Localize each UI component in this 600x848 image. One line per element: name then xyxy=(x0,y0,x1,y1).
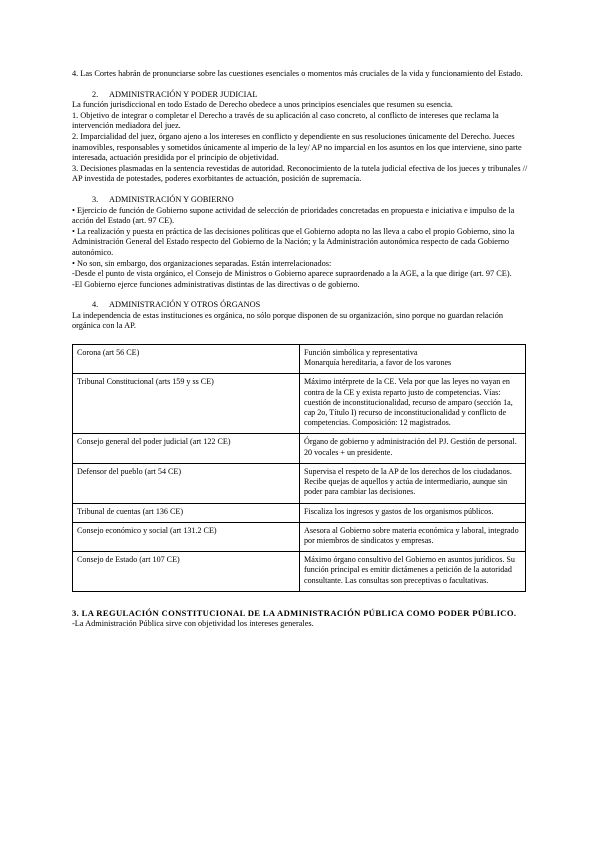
section-government xyxy=(72,195,530,290)
description-cell: Máximo intérprete de la CE. Vela por que las leyes no vayan en contra de la CE y exista reparto justo de competencias. Vías: cuestión de inconstitucionalidad, recurso de amparo (sección 1a, cap 2o, Título I) recurso de inconstitucionalidad y conflicto de competencias. Composición: 12 magistrados. xyxy=(300,374,526,434)
section-judicial xyxy=(72,90,530,185)
section-title: ADMINISTRACIÓN Y OTROS ÓRGANOS xyxy=(109,300,261,310)
description-line: Función simbólica y representativa xyxy=(304,348,418,358)
table-row xyxy=(73,552,526,592)
organ-cell: Consejo general del poder judicial (art 122 CE) xyxy=(73,434,300,463)
paragraph: 1. Objetivo de integrar o completar el Derecho a través de su aplicación al caso concreto, al conflicto de intereses que reclama la intervención mediadora del juez. xyxy=(72,110,499,131)
description-cell: Supervisa el respeto de la AP de los derechos de los ciudadanos. Recibe quejas de aquellos y actúa de intermediario, aunque sin poder para cambiar las decisiones. xyxy=(300,463,526,503)
intro-paragraph: 4. Las Cortes habrán de pronunciarse sobre las cuestiones esenciales o momentos más cruciales de la vida y funcionamiento del Estado. xyxy=(72,69,523,78)
paragraph: -La Administración Pública sirve con objetividad los intereses generales. xyxy=(72,618,314,628)
document-page xyxy=(72,69,530,629)
organ-cell: Tribunal Constitucional (arts 159 y ss CE) xyxy=(73,374,300,434)
paragraph: • Ejercicio de función de Gobierno supone actividad de selección de prioridades concretadas en propuesta e iniciativa e impulso de la acción del Estado (art. 97 CE). xyxy=(72,205,515,226)
section-title: ADMINISTRACIÓN Y PODER JUDICIAL xyxy=(109,89,258,99)
table-row xyxy=(73,374,526,434)
table-row xyxy=(73,463,526,503)
section-heading xyxy=(72,195,530,206)
paragraph: -Desde el punto de vista orgánico, el Consejo de Ministros o Gobierno aparece supraordenado a la AGE, a la que dirige (art. 97 CE). xyxy=(72,269,512,279)
section-other-organs xyxy=(72,300,530,332)
description-line: Monarquía hereditaria, a favor de los varones xyxy=(304,358,452,368)
paragraph: • No son, sin embargo, dos organizaciones separadas. Están interrelacionados: xyxy=(72,258,332,268)
description-cell: Máximo órgano consultivo del Gobierno en asuntos jurídicos. Su función principal es emitir dictámenes a petición de la autoridad consultante. Las consultas son preceptivas o facultativas. xyxy=(300,552,526,592)
table-row xyxy=(73,503,526,522)
chapter-heading: 3. LA REGULACIÓN CONSTITUCIONAL DE LA ADMINISTRACIÓN PÚBLICA COMO PODER PÚBLICO. xyxy=(72,607,517,618)
section-number: 2. xyxy=(92,89,99,99)
table-row xyxy=(73,522,526,551)
table-row xyxy=(73,434,526,463)
paragraph: La función jurisdiccional en todo Estado de Derecho obedece a unos principios esenciales que resumen su esencia. xyxy=(72,100,453,110)
paragraph: • La realización y puesta en práctica de las decisiones políticas que el Gobierno adopta no las lleva a cabo el propio Gobierno, sino la Administración General del Estado respecto del Gobierno de la Nación; y la Administración autonómica respecto de cada Gobierno autonómico. xyxy=(72,226,515,257)
organ-cell: Defensor del pueblo (art 54 CE) xyxy=(73,463,300,503)
description-cell: Fiscaliza los ingresos y gastos de los organismos públicos. xyxy=(300,503,526,522)
organs-table xyxy=(72,344,526,592)
section-number: 3. xyxy=(92,194,99,204)
description-cell: Órgano de gobierno y administración del PJ. Gestión de personal. 20 vocales + un presidente. xyxy=(300,434,526,463)
paragraph: 3. Decisiones plasmadas en la sentencia revestidas de autoridad. Reconocimiento de la tutela judicial efectiva de los jueces y tribunales // AP investida de potestades, poderes exorbitantes de actuación, posición de supremacía. xyxy=(72,163,528,184)
organ-cell: Consejo económico y social (art 131.2 CE) xyxy=(73,522,300,551)
section-heading xyxy=(72,90,530,101)
organ-cell: Consejo de Estado (art 107 CE) xyxy=(73,552,300,592)
section-title: ADMINISTRACIÓN Y GOBIERNO xyxy=(109,194,234,204)
description-cell: Asesora al Gobierno sobre materia económica y laboral, integrado por miembros de sindicatos y empresas. xyxy=(300,522,526,551)
description-cell xyxy=(300,345,526,374)
section-number: 4. xyxy=(92,300,99,310)
section-heading xyxy=(72,300,530,311)
organ-cell: Tribunal de cuentas (art 136 CE) xyxy=(73,503,300,522)
paragraph: La independencia de estas instituciones es orgánica, no sólo porque disponen de su organización, sino porque no guardan relación orgánica con la AP. xyxy=(72,310,504,331)
organ-cell: Corona (art 56 CE) xyxy=(73,345,300,374)
paragraph: 2. Imparcialidad del juez, órgano ajeno a los intereses en conflicto y dependiente en sus resoluciones únicamente del Derecho. Jueces inamovibles, responsables y sometidos únicamente al imperio de la ley/ AP no imparcial en los asuntos en los que interviene, sino parte interesada, actuación presidida por el principio de objetividad. xyxy=(72,131,522,163)
paragraph: -El Gobierno ejerce funciones administrativas distintas de las directivas o de gobierno. xyxy=(72,279,360,289)
table-row xyxy=(73,345,526,374)
